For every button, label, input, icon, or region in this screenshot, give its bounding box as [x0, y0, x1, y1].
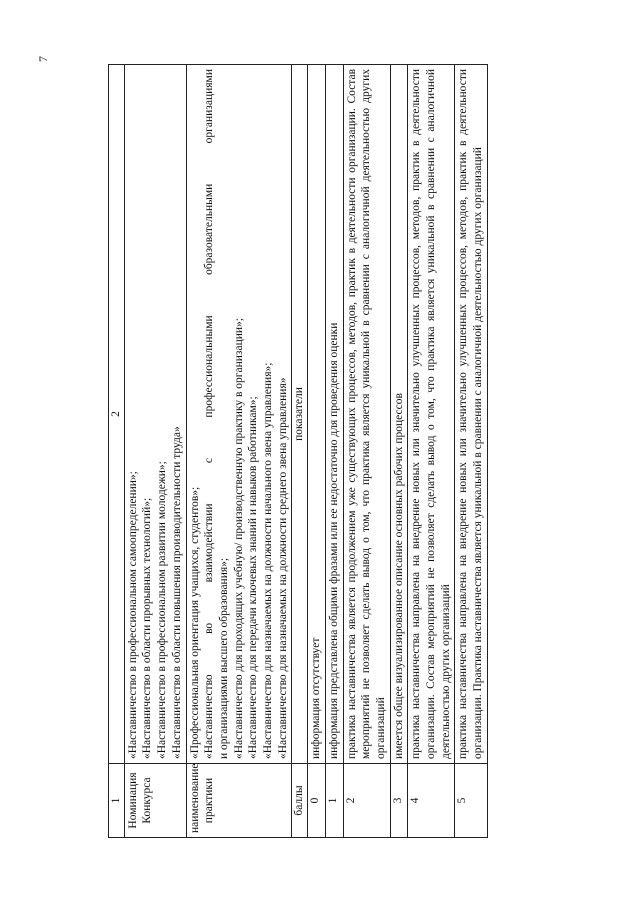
nomination-item: «Наставничество в профессиональном развитии молодежи»;: [156, 461, 169, 759]
score-description: информация представлена общими фразами или ее недостаточно для проведения оценки: [325, 65, 343, 764]
nomination-item: «Наставничество в области прорывных технологий»;: [141, 497, 154, 759]
score-description: имеется общее визуализированное описание основных рабочих процессов: [390, 65, 408, 764]
criteria-table: [108, 64, 488, 838]
score-description: информация отсутствует: [308, 65, 326, 764]
score-description: практика наставничества направлена на внедрение новых или значительно улучшенных процессов, методов, практик в деятельности организации. Практика наставничества является уникальной в сравнении с аналогичной деятельностью других организаций: [455, 65, 487, 764]
score-value: 3: [390, 764, 408, 838]
score-value: 2: [343, 764, 390, 838]
practice-item: «Наставничество для назначаемых на должности среднего звена управления»: [276, 377, 289, 759]
practice-item: «Наставничество для передачи ключевых знаний и навыков работникам»;: [247, 396, 260, 759]
header-row: [109, 65, 125, 838]
practice-items: [186, 65, 292, 764]
practice-item: «Наставничество для назначаемых на должности начального звена управления»;: [262, 362, 275, 759]
table-row: [343, 65, 390, 838]
header-col-1: 1: [109, 764, 125, 838]
table-row: [408, 65, 455, 838]
score-value: 1: [325, 764, 343, 838]
scores-header-row: [292, 65, 308, 838]
practice-item: «Профессиональная ориентация учащихся, студентов»;: [188, 486, 201, 759]
score-value: 0: [308, 764, 326, 838]
nomination-items: [124, 65, 186, 764]
nomination-item: «Наставничество в профессиональном самоопределении»;: [126, 471, 139, 759]
nomination-item: «Наставничество в области повышения производительности труда»: [170, 426, 183, 759]
practice-row: [186, 65, 292, 838]
table-row: [455, 65, 487, 838]
rotated-page-content: [108, 64, 544, 838]
score-description: практика наставничества является продолжением уже существующих процессов, методов, практик в деятельности организации. Состав мероприятий не позволяет сделать вывод о том, что практика является уникальной в сравнении с аналогичной деятельностью других организаций: [343, 65, 390, 764]
practice-item: «Наставничество для проходящих учебную/ производственную практику в организации»;: [232, 318, 245, 759]
nomination-row: [124, 65, 186, 838]
header-col-2: 2: [109, 65, 125, 764]
score-value: 4: [408, 764, 455, 838]
scores-header-col-1: баллы: [292, 764, 308, 838]
score-value: 5: [455, 764, 487, 838]
practice-label: наименование практики: [186, 764, 292, 838]
practice-item-continued: и организациями высшего образования»;: [217, 557, 230, 759]
score-description: практика наставничества направлена на внедрение новых или значительно улучшенных процессов, методов, практик в деятельности организации. Состав мероприятий не позволяет сделать вывод о том, что практика является уникальной в сравнении с аналогичной деятельностью других организаций: [408, 65, 455, 764]
table-row: [325, 65, 343, 838]
page-number: 7: [36, 56, 50, 62]
practice-item: «Наставничество во взаимодействии с профессиональными образовательными организациями: [203, 69, 216, 759]
table-row: [390, 65, 408, 838]
table-row: [308, 65, 326, 838]
nomination-label: Номинация Конкурса: [124, 764, 186, 838]
scores-header-col-2: показатели: [292, 65, 308, 764]
